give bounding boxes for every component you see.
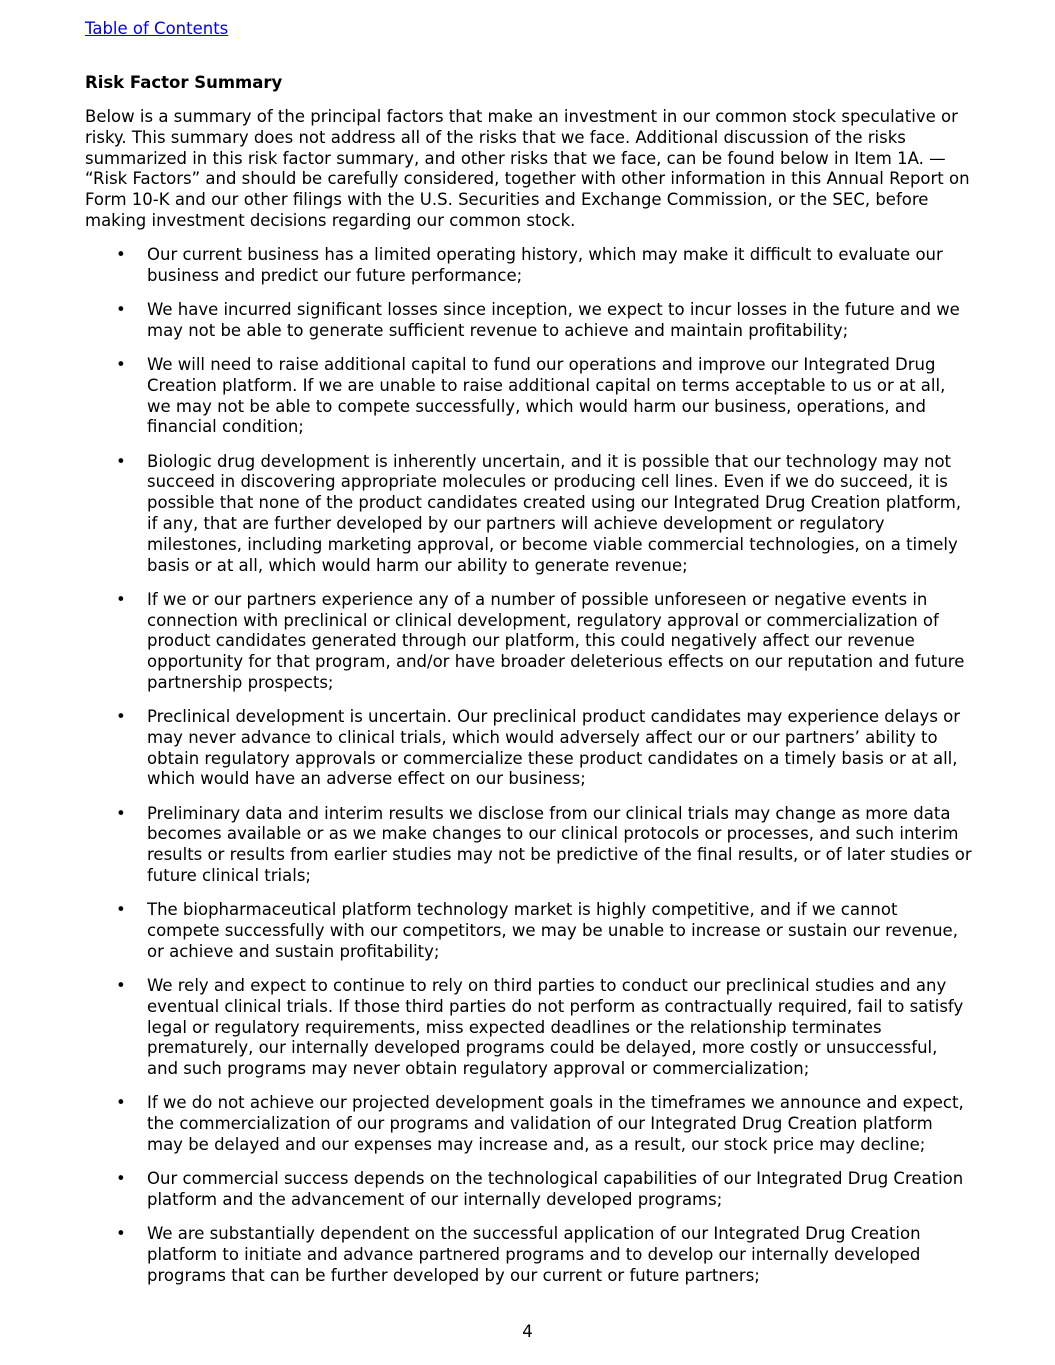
risk-factor-text: We are substantially dependent on the successful application of our Integrated Drug Creation platform to initiate and advance partnered programs and to develop our internally developed programs that can be further developed by our current or future partners;: [147, 1224, 921, 1285]
bullet-icon: •: [116, 1169, 126, 1189]
risk-factor-item: [85, 804, 973, 887]
bullet-icon: •: [116, 354, 126, 374]
table-of-contents-link[interactable]: Table of Contents: [85, 19, 229, 38]
risk-factor-item: [85, 707, 973, 790]
risk-factor-text: Biologic drug development is inherently uncertain, and it is possible that our technology may not succeed in discovering appropriate molecules or producing cell lines. Even if we do succeed, it is possible that none of the product candidates created using our Integrated Drug Creation platform, if any, that are further developed by our partners will achieve development or regulatory milestones, including marketing approval, or become viable commercial technologies, on a timely basis or at all, which would harm our ability to generate revenue;: [147, 451, 962, 575]
risk-factor-text: We will need to raise additional capital to fund our operations and improve our Integrated Drug Creation platform. If we are unable to raise additional capital on terms acceptable to us or at all, we may not be able to compete successfully, which would harm our business, operations, and financial condition;: [147, 354, 946, 437]
bullet-icon: •: [116, 589, 126, 609]
bullet-icon: •: [116, 976, 126, 996]
risk-factor-item: [85, 300, 973, 342]
risk-factor-text: We have incurred significant losses since inception, we expect to incur losses in the future and we may not be able to generate sufficient revenue to achieve and maintain profitability;: [147, 299, 960, 340]
risk-factor-item: [85, 1169, 973, 1211]
risk-factor-text: Preclinical development is uncertain. Our preclinical product candidates may experience delays or may never advance to clinical trials, which would adversely affect our or our partners’ ability to obtain regulatory approvals or commercialize these product candidates on a timely basis or at all, which would have an adverse effect on our business;: [147, 707, 961, 789]
bullet-icon: •: [116, 299, 126, 319]
bullet-icon: •: [116, 1093, 126, 1113]
intro-paragraph: Below is a summary of the principal factors that make an investment in our common stock speculative or risky. This summary does not address all of the risks that we face. Additional discussion of the risks summarized in this risk factor summary, and other risks that we face, can be found below in Item 1A. — “Risk Factors” and should be carefully considered, together with other information in this Annual Report on Form 10-K and our other filings with the U.S. Securities and Exchange Commission, or the SEC, before making investment decisions regarding our common stock.: [85, 107, 970, 230]
risk-factor-text: We rely and expect to continue to rely on third parties to conduct our preclinical studies and any eventual clinical trials. If those third parties do not perform as contractually required, fail to satisfy legal or regulatory requirements, miss expected deadlines or the relationship terminates prematurely, our internally developed programs could be delayed, more costly or unsuccessful, and such programs may never obtain regulatory approval or commercialization;: [147, 976, 964, 1079]
bullet-icon: •: [116, 707, 126, 727]
risk-factor-item: [85, 976, 973, 1080]
risk-factor-text: Our commercial success depends on the technological capabilities of our Integrated Drug Creation platform and the advancement of our internally developed programs;: [147, 1169, 964, 1209]
risk-factor-list: [85, 245, 973, 1300]
bullet-icon: •: [116, 245, 126, 264]
risk-factor-text: If we or our partners experience any of a number of possible unforeseen or negative events in connection with preclinical or clinical development, regulatory approval or commercialization of product candidates generated through our platform, this could negatively affect our revenue opportunity for that program, and/or have broader deleterious effects on our reputation and future partnership prospects;: [147, 589, 965, 692]
risk-factor-item: [85, 355, 973, 438]
risk-factor-item: [85, 590, 973, 694]
risk-factor-item: [85, 1224, 973, 1286]
bullet-icon: •: [116, 451, 126, 471]
bullet-icon: •: [116, 803, 126, 823]
risk-factor-text: If we do not achieve our projected development goals in the timeframes we announce and expect, the commercialization of our programs and validation of our Integrated Drug Creation platform may be delayed and our expenses may increase and, as a result, our stock price may decline;: [147, 1093, 964, 1154]
bullet-icon: •: [116, 1224, 126, 1244]
risk-factor-item: [85, 1093, 973, 1155]
risk-factor-item: [85, 245, 973, 287]
bullet-icon: •: [116, 900, 126, 920]
risk-factor-item: [85, 452, 973, 577]
section-heading: Risk Factor Summary: [85, 73, 283, 92]
risk-factor-text: Our current business has a limited operating history, which may make it difficult to evaluate our business and predict our future performance;: [147, 245, 943, 285]
risk-factor-text: Preliminary data and interim results we disclose from our clinical trials may change as more data becomes available or as we make changes to our clinical protocols or processes, and such interim results or results from earlier studies may not be predictive of the final results, or of later studies or future clinical trials;: [147, 803, 972, 886]
risk-factor-item: [85, 900, 973, 962]
page-number: 4: [522, 1322, 533, 1341]
risk-factor-text: The biopharmaceutical platform technology market is highly competitive, and if we cannot compete successfully with our competitors, we may be unable to increase or sustain our revenue, or achieve and sustain profitability;: [147, 900, 958, 961]
